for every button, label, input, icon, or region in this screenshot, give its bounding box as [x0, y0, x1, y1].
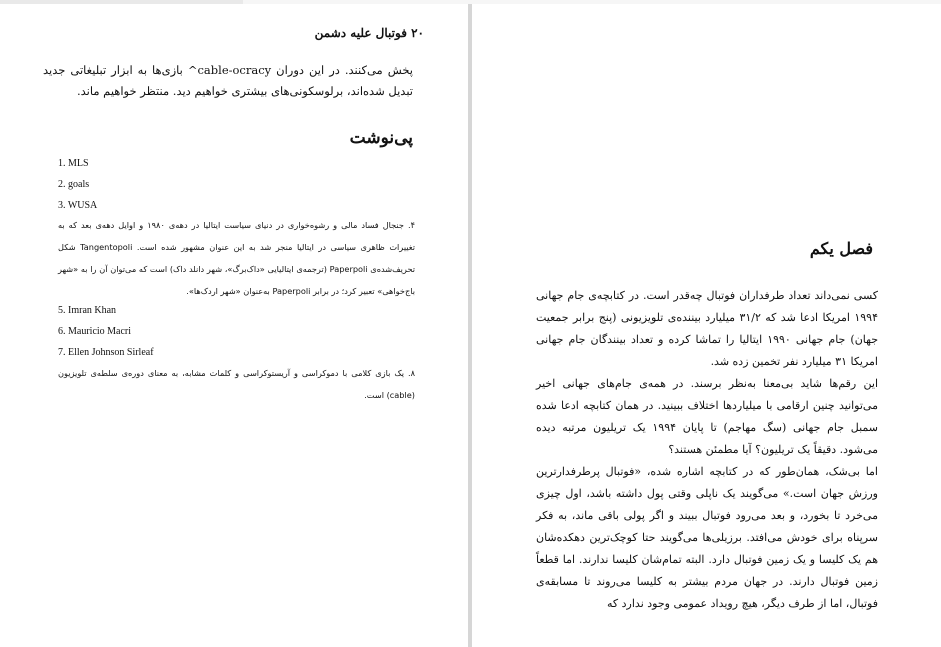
- note-3: 3. WUSA: [58, 200, 98, 211]
- body-paragraph-3: اما بی‌شک، همان‌طور که در کتابچه اشاره شده، «فوتبال پرطرفدارترین ورزش جهان است.» می‌گویند یک ناپلی وقتی پول داشته باشد، اول چیزی می‌خرد تا بخورد، و بعد می‌رود فوتبال ببیند و اگر پولی باقی ماند، به فکر سرپناه برای خودش می‌افتد. برزیلی‌ها می‌گویند حتا کوچک‌ترین دهکده‌شان هم یک کلیسا و یک زمین فوتبال دارد. البته تمام‌شان کلیسا ندارند. اما قطعاً زمین فوتبال دارند. در جهان مردم بیشتر به کلیسا می‌روند تا مسابقه‌ی فوتبال، اما از طرف دیگر، هیچ رویداد عمومی وجود ندارد که: [536, 465, 878, 610]
- note-5: 5. Imran Khan: [58, 305, 117, 316]
- body-paragraph-1: کسی نمی‌داند تعداد طرفداران فوتبال چه‌قدر است. در کتابچه‌ی جام جهانی ۱۹۹۴ امریکا ادعا شد که ۳۱/۲ میلیارد بیننده‌ی تلویزیونی (پنج برابر جمعیت جهان) جام جهانی ۱۹۹۰ ایتالیا را تماشا کرده و تعداد بینندگان جام جهانی امریکا ۳۱ میلیارد نفر تخمین زده شد.: [536, 289, 878, 368]
- note-6: 6. Mauricio Macri: [58, 326, 132, 337]
- running-head: ۲۰ فوتبال علیه دشمن: [314, 26, 424, 40]
- chapter-body: [536, 285, 878, 615]
- note-2: 2. goals: [58, 179, 90, 190]
- note-1: 1. MLS: [58, 158, 89, 169]
- note-8: ۸. یک بازی کلامی با دموکراسی و آریستوکراسی و کلمات مشابه، به معنای دوره‌ی سلطه‌ی تلویزیون (cable) است.: [58, 368, 415, 400]
- lead-paragraph: پخش می‌کنند. در این دوران cable-ocracy^ بازی‌ها به ابزار تبلیغاتی جدید تبدیل شده‌اند، برلوسکونی‌های بیشتری خواهیم دید. منتظر خواهیم ماند.: [43, 63, 413, 98]
- notes-heading: پی‌نوشت: [349, 128, 413, 148]
- note-7: 7. Ellen Johnson Sirleaf: [58, 347, 154, 358]
- body-paragraph-2: این رقم‌ها شاید بی‌معنا به‌نظر برسند. در همه‌ی جام‌های جهانی اخیر می‌توانید چنین ارقامی با میلیاردها اختلاف ببینید. در همان کتابچه ادعا شده سمبل جام جهانی (سگ مهاجم) تا پایان ۱۹۹۴ یک تریلیون مرتبه دیده می‌شود. دقیقاً یک تریلیون؟ آیا مطمئن هستند؟: [536, 377, 879, 456]
- right-page: [472, 4, 941, 647]
- note-4: ۴. جنجال فساد مالی و رشوه‌خواری در دنیای سیاست ایتالیا در دهه‌ی ۱۹۸۰ و اوایل دهه‌ی بعد که به تغییرات ظاهری سیاسی در ایتالیا منجر شد به این عنوان مشهور شده است. Tangentopoli شکل تحریف‌شده‌ی Paperpoli (ترجمه‌ی ایتالیایی «داک‌برگ»، شهر دانلد داک) است که می‌توان آن را به «شهر باج‌خواهی» تعبیر کرد؛ در برابر Paperpoli به‌عنوان «شهر اردک‌ها».: [58, 220, 416, 296]
- left-page: [0, 4, 468, 647]
- chapter-title: فصل یکم: [809, 239, 873, 258]
